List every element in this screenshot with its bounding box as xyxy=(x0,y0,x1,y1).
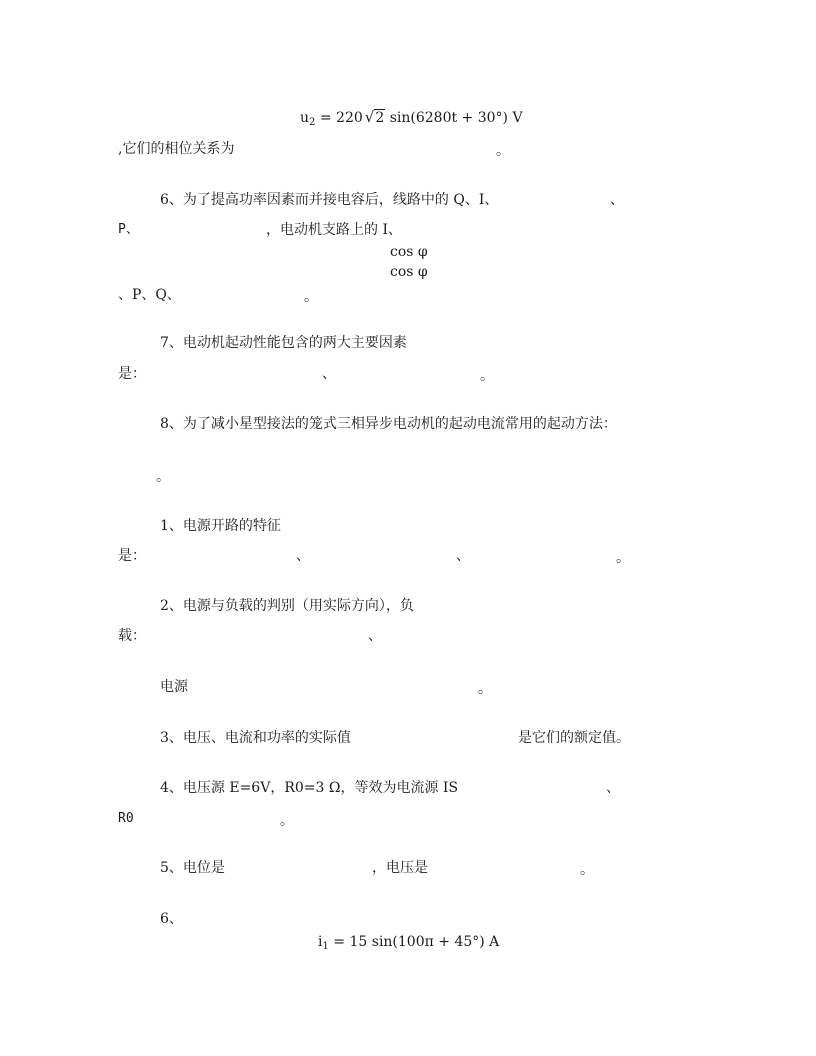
formula-u2-subscript: 2 xyxy=(309,117,316,128)
formula-u2-symbol: u xyxy=(300,110,310,126)
formula-u2 xyxy=(300,108,523,132)
q6-cos-phi-1: cos φ xyxy=(390,244,428,260)
q8-end: 。 xyxy=(156,469,170,485)
q6-cos-phi-2: cos φ xyxy=(390,264,428,280)
p3-line2: 是它们的额定值。 xyxy=(518,730,630,746)
formula-i1-rest: = 15 sin(100π + 45°) A xyxy=(328,934,500,950)
q6-p-label: P、 xyxy=(118,222,139,237)
q7-end: 。 xyxy=(480,368,494,384)
p6-label: 6、 xyxy=(160,911,183,927)
formula-u2-rest: sin(6280t + 30°) V xyxy=(389,110,523,126)
phase-relation-text: ,它们的相位关系为 xyxy=(118,141,235,157)
p1-separator-1: 、 xyxy=(296,548,310,564)
p2-line2: 载： xyxy=(118,628,146,644)
q6-separator: 、 xyxy=(610,192,624,208)
phase-relation-end: 。 xyxy=(496,143,510,159)
p1-separator-2: 、 xyxy=(456,548,470,564)
p5-potential: 5、电位是 xyxy=(160,860,225,876)
q6-line3: 、P、Q、 xyxy=(118,287,181,303)
p1-line2: 是： xyxy=(118,548,146,564)
formula-u2-sqrt: √2 xyxy=(364,108,385,126)
formula-u2-equals: = 220 xyxy=(315,110,363,126)
formula-i1-subscript: 1 xyxy=(322,941,329,952)
p2-separator: 、 xyxy=(368,628,382,644)
q7-separator: 、 xyxy=(322,366,336,382)
formula-i1 xyxy=(318,933,499,956)
p4-line1: 4、电压源 E=6V，R0=3 Ω，等效为电流源 IS xyxy=(160,780,459,796)
q7-line2: 是： xyxy=(118,366,146,382)
p4-r0-label: R0 xyxy=(118,811,134,826)
q6-motor-branch: ，电动机支路上的 I、 xyxy=(266,222,402,238)
p1-end: 。 xyxy=(616,550,630,566)
q7-line1: 7、电动机起动性能包含的两大主要因素 xyxy=(160,335,407,351)
p2-end: 。 xyxy=(478,681,492,697)
p4-separator: 、 xyxy=(606,780,620,796)
p3-line1: 3、电压、电流和功率的实际值 xyxy=(160,730,351,746)
q8-line1: 8、为了减小星型接法的笼式三相异步电动机的起动电流常用的起动方法： xyxy=(160,416,617,432)
p4-end: 。 xyxy=(280,813,294,829)
q6-end: 。 xyxy=(304,289,318,305)
p2-line3: 电源 xyxy=(160,679,188,695)
formula-i1-symbol: i xyxy=(318,934,323,950)
p2-line1: 2、电源与负载的判别（用实际方向），负 xyxy=(160,598,414,614)
p5-end: 。 xyxy=(580,862,594,878)
q6-line1: 6、为了提高功率因素而并接电容后，线路中的 Q、I、 xyxy=(160,192,499,208)
p1-line1: 1、电源开路的特征 xyxy=(160,518,281,534)
p5-voltage: ，电压是 xyxy=(372,860,428,876)
